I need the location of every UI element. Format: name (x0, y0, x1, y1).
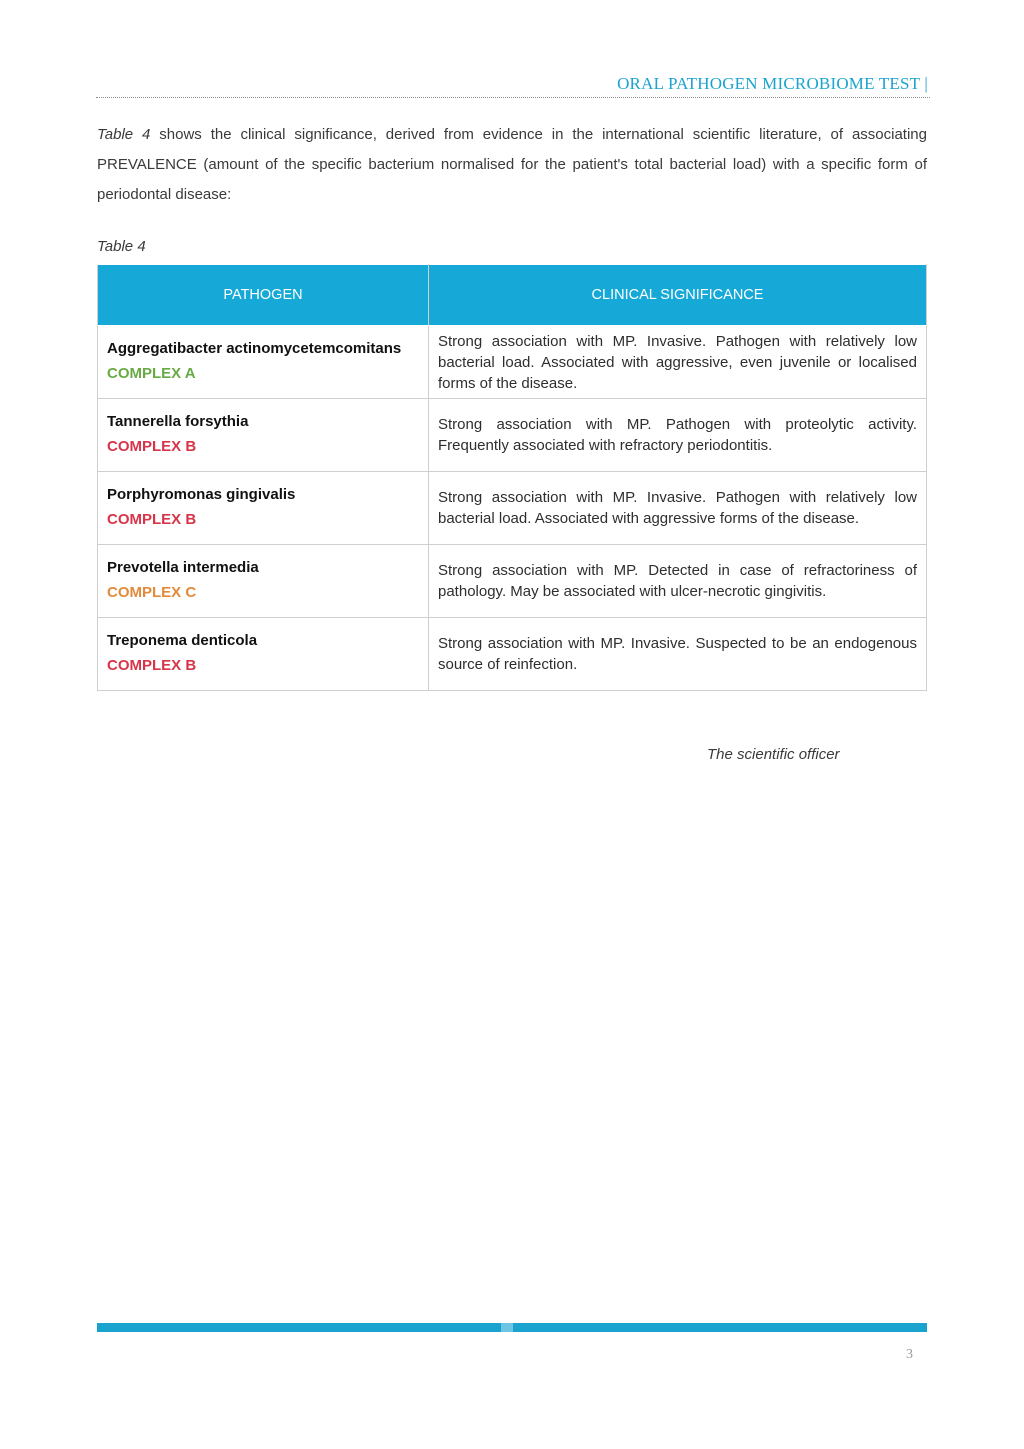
column-header-clinical-significance: CLINICAL SIGNIFICANCE (429, 265, 927, 326)
significance-cell (429, 399, 927, 472)
significance-text: Strong association with MP. Invasive. Pathogen with relatively low bacterial load. Associated with aggressive forms of the disease. (438, 489, 917, 527)
complex-label: COMPLEX A (107, 365, 196, 382)
complex-label: COMPLEX B (107, 438, 197, 455)
pathogen-cell (98, 399, 429, 472)
table-row (98, 545, 927, 618)
page-header-title: ORAL PATHOGEN MICROBIOME TEST | (617, 74, 928, 93)
significance-cell (429, 618, 927, 691)
significance-cell (429, 472, 927, 545)
table-header-row (98, 265, 927, 326)
pathogen-name: Prevotella intermedia (107, 559, 259, 576)
significance-cell (429, 545, 927, 618)
pathogen-name: Treponema denticola (107, 632, 258, 649)
pathogen-cell (98, 545, 429, 618)
pathogen-cell (98, 618, 429, 691)
complex-label: COMPLEX C (107, 584, 197, 601)
table-reference: Table 4 (97, 126, 151, 143)
significance-text: Strong association with MP. Invasive. Pathogen with relatively low bacterial load. Associated with aggressive, even juvenile or localised forms of the disease. (438, 332, 917, 392)
intro-paragraph (97, 120, 927, 210)
significance-text: Strong association with MP. Detected in case of refractoriness of pathology. May be associated with ulcer-necrotic gingivitis. (438, 562, 917, 600)
pathogen-table (97, 264, 927, 691)
pathogen-cell (98, 472, 429, 545)
significance-text: Strong association with MP. Pathogen with proteolytic activity. Frequently associated with refractory periodontitis. (438, 416, 917, 454)
table-row (98, 618, 927, 691)
page-number: 3 (906, 1347, 913, 1362)
intro-text: shows the clinical significance, derived from evidence in the international scientific literature, of associating PREVALENCE (amount of the specific bacterium normalised for the patient's total bacterial load) with a specific form of periodontal disease: (97, 126, 927, 203)
complex-label: COMPLEX B (107, 511, 197, 528)
pathogen-name: Aggregatibacter actinomycetemcomitans (107, 340, 402, 357)
footer-bar-gap (501, 1323, 513, 1332)
header-divider (96, 97, 930, 98)
table-row (98, 399, 927, 472)
complex-label: COMPLEX B (107, 657, 197, 674)
signature-line: The scientific officer (707, 746, 840, 763)
pathogen-name: Tannerella forsythia (107, 413, 249, 430)
table-row (98, 472, 927, 545)
pathogen-name: Porphyromonas gingivalis (107, 486, 296, 503)
footer-bar (97, 1323, 927, 1332)
pathogen-cell (98, 326, 429, 399)
significance-cell (429, 326, 927, 399)
table-caption: Table 4 (97, 238, 146, 255)
column-header-pathogen: PATHOGEN (98, 265, 429, 326)
table-row (98, 326, 927, 399)
significance-text: Strong association with MP. Invasive. Suspected to be an endogenous source of reinfection. (438, 635, 917, 673)
